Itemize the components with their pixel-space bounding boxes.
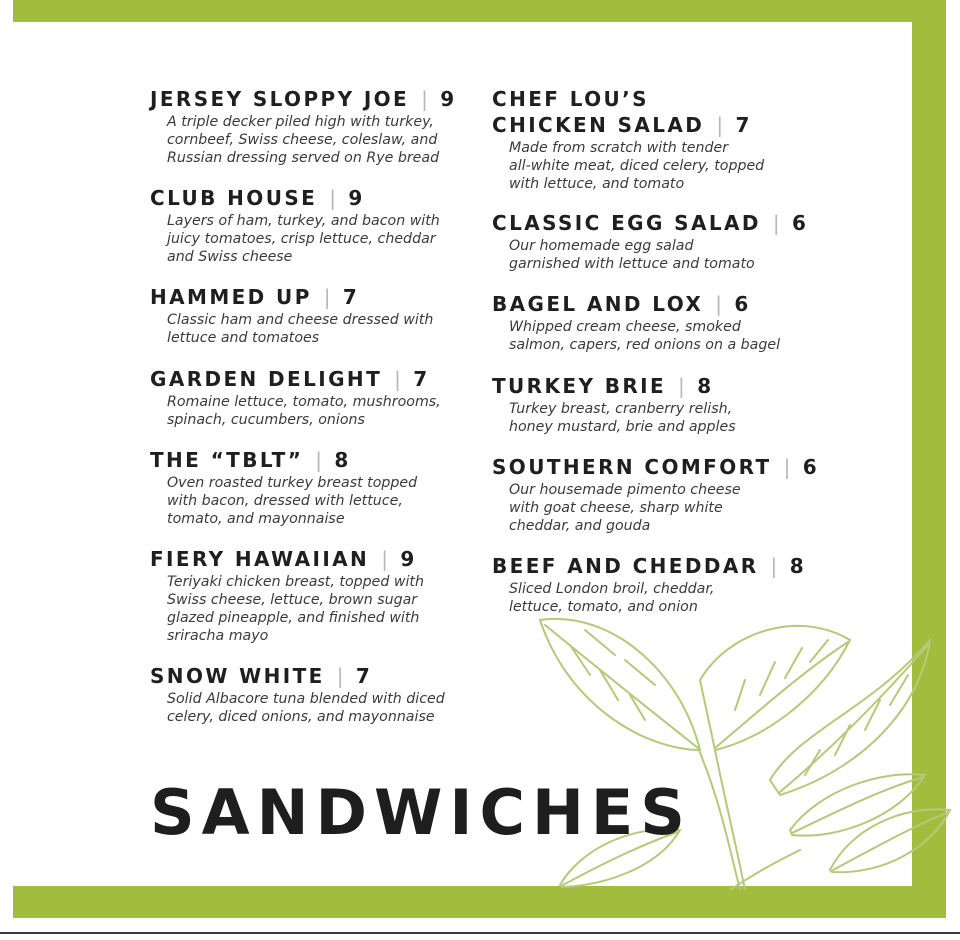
item-name-line — [150, 284, 433, 310]
item-name: CLUB HOUSE — [150, 186, 318, 210]
item-description: Sliced London broil, cheddar, lettuce, tomato, and onion — [509, 581, 715, 615]
item-name-line — [150, 86, 457, 112]
item-price: 9 — [440, 87, 457, 111]
item-name: BAGEL AND LOX — [492, 292, 704, 316]
menu-item — [150, 663, 445, 726]
bottom-divider — [0, 932, 960, 940]
menu-item — [492, 291, 780, 354]
price-separator: | — [421, 87, 431, 111]
price-separator: | — [678, 374, 688, 398]
item-price: 7 — [355, 664, 373, 688]
item-name-line — [150, 447, 417, 473]
green-border-top — [13, 0, 946, 22]
price-separator: | — [770, 554, 780, 578]
item-name: BEEF AND CHEDDAR — [492, 554, 759, 578]
item-name: SNOW WHITE — [150, 664, 325, 688]
item-name: FIERY HAWAIIAN — [150, 547, 370, 571]
item-price: 8 — [334, 448, 351, 472]
item-description: Romaine lettuce, tomato, mushrooms, spinach, cucumbers, onions — [167, 394, 441, 428]
item-description: Solid Albacore tuna blended with diced celery, diced onions, and mayonnaise — [167, 691, 445, 725]
item-name-line — [150, 185, 440, 211]
price-separator: | — [336, 664, 346, 688]
menu-item — [150, 185, 440, 266]
item-price: 9 — [348, 186, 365, 210]
item-description: Our homemade egg salad garnished with lettuce and tomato — [509, 238, 755, 272]
item-price: 7 — [735, 113, 752, 137]
item-name-line — [150, 663, 445, 689]
price-separator: | — [394, 367, 404, 391]
item-price: 6 — [734, 292, 751, 316]
item-name-line — [492, 373, 736, 399]
price-separator: | — [329, 186, 339, 210]
item-description: Turkey breast, cranberry relish, honey mustard, brie and apples — [509, 401, 736, 435]
item-price: 6 — [792, 211, 809, 235]
menu-item — [492, 454, 819, 535]
item-name: CLASSIC EGG SALAD — [492, 211, 761, 235]
menu-item — [492, 210, 808, 273]
item-name: JERSEY SLOPPY JOE — [150, 87, 410, 111]
item-name: THE “TBLT” — [150, 448, 304, 472]
item-name: CHICKEN SALAD — [492, 113, 705, 137]
menu-item — [492, 86, 764, 193]
price-separator: | — [315, 448, 325, 472]
menu-item — [150, 546, 424, 645]
item-description: A triple decker piled high with turkey, cornbeef, Swiss cheese, coleslaw, and Russian dressing served on Rye bread — [167, 114, 440, 166]
item-name-line — [492, 112, 764, 138]
item-name: TURKEY BRIE — [492, 374, 667, 398]
item-name: GARDEN DELIGHT — [150, 367, 383, 391]
page-title: SANDWICHES — [150, 776, 692, 849]
menu-item — [150, 86, 457, 167]
item-name: HAMMED UP — [150, 285, 312, 309]
item-name-first-line: CHEF LOU’S — [492, 87, 649, 111]
item-description: Teriyaki chicken breast, topped with Swiss cheese, lettuce, brown sugar glazed pineapple, and finished with sriracha mayo — [167, 574, 424, 644]
price-separator: | — [772, 211, 782, 235]
menu-item — [150, 284, 433, 347]
item-name: SOUTHERN COMFORT — [492, 455, 772, 479]
item-price: 9 — [400, 547, 417, 571]
item-name-line — [492, 553, 806, 579]
item-name-line — [492, 291, 780, 317]
item-price: 6 — [802, 455, 820, 479]
item-description: Our housemade pimento cheese with goat cheese, sharp white cheddar, and gouda — [509, 482, 741, 534]
item-description: Whipped cream cheese, smoked salmon, capers, red onions on a bagel — [509, 319, 781, 353]
item-name-line — [150, 546, 424, 572]
menu-item — [492, 373, 736, 436]
green-border-bottom — [13, 886, 946, 918]
price-separator: | — [323, 285, 333, 309]
item-description: Classic ham and cheese dressed with lettuce and tomatoes — [167, 312, 434, 346]
price-separator: | — [716, 113, 726, 137]
item-description: Layers of ham, turkey, and bacon with juicy tomatoes, crisp lettuce, cheddar and Swiss cheese — [167, 213, 440, 265]
menu-item — [150, 447, 417, 528]
price-separator: | — [783, 455, 793, 479]
menu-item — [492, 553, 806, 616]
item-description: Oven roasted turkey breast topped with bacon, dressed with lettuce, tomato, and mayonnaise — [167, 475, 418, 527]
item-price: 7 — [342, 285, 360, 309]
menu-item — [150, 366, 441, 429]
price-separator: | — [715, 292, 725, 316]
price-separator: | — [381, 547, 391, 571]
item-description: Made from scratch with tender all-white meat, diced celery, topped with lettuce, and tomato — [509, 140, 765, 192]
item-name-line — [492, 210, 808, 236]
item-name-line — [150, 366, 441, 392]
item-name-line — [492, 454, 819, 480]
item-price: 8 — [789, 554, 807, 578]
item-price: 7 — [413, 367, 430, 391]
item-price: 8 — [697, 374, 714, 398]
